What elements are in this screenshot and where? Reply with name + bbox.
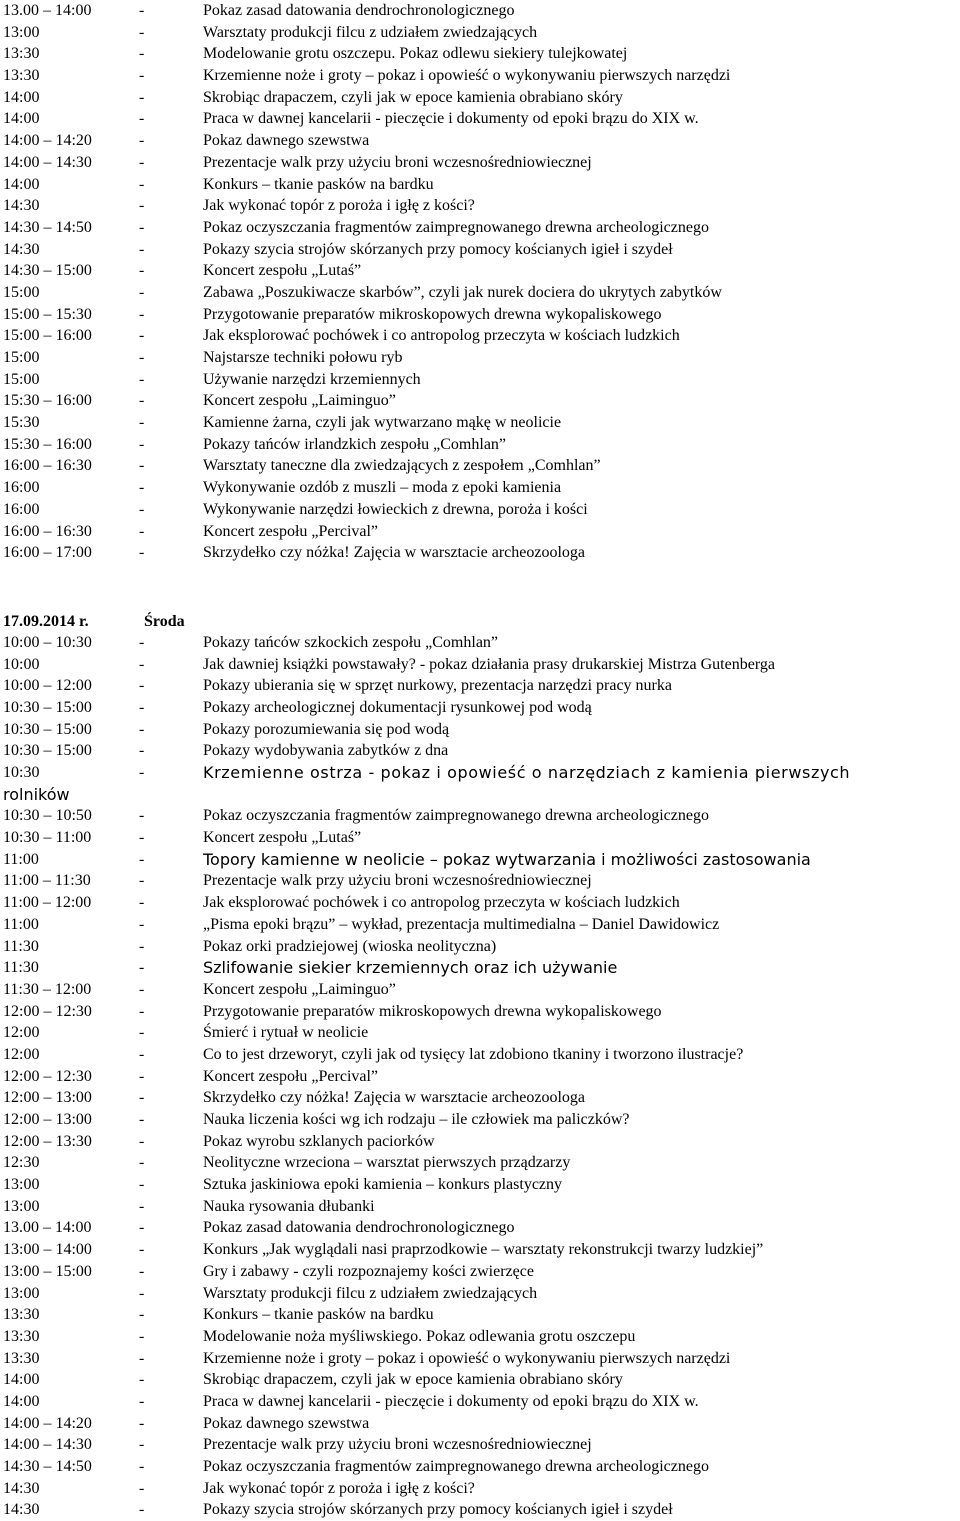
schedule-row	[3, 957, 958, 979]
row-description: Kamienne żarna, czyli jak wytwarzano mąkę w neolicie	[203, 414, 562, 432]
row-dash: -	[139, 67, 145, 85]
row-dash: -	[139, 1024, 145, 1042]
row-time: 13:00	[3, 1284, 40, 1302]
row-time: 10:30	[3, 764, 40, 781]
row-time: 14:00 – 14:20	[3, 1414, 92, 1432]
row-dash: -	[139, 392, 145, 410]
row-dash: -	[139, 479, 145, 497]
schedule-row	[3, 1283, 958, 1305]
row-time: 14:00 – 14:30	[3, 1436, 92, 1454]
schedule-row	[3, 1348, 958, 1370]
row-time: 12:00 – 13:00	[3, 1111, 92, 1128]
row-dash: -	[139, 1414, 145, 1432]
row-time: 10:00	[3, 655, 40, 673]
row-time: 13:30	[3, 67, 40, 85]
row-dash: -	[139, 414, 145, 432]
row-description: Szlifowanie siekier krzemiennych oraz ich używanie	[203, 958, 618, 978]
row-dash: -	[139, 1458, 145, 1475]
schedule-row	[3, 521, 958, 543]
row-description: Przygotowanie preparatów mikroskopowych drewna wykopaliskowego	[203, 1002, 662, 1020]
row-description: Koncert zespołu „Lutaś”	[203, 829, 362, 847]
section-gap	[3, 564, 958, 608]
schedule-row	[3, 108, 958, 130]
row-description: Koncert zespołu „Laiminguo”	[203, 980, 396, 998]
schedule-row	[3, 65, 958, 87]
schedule-row	[3, 849, 958, 871]
schedule-row	[3, 152, 958, 174]
row-description: Jak wykonać topór z poroża i igłę z kości?	[203, 197, 475, 215]
row-time: 10:30 – 15:00	[3, 698, 92, 716]
row-dash: -	[139, 45, 145, 63]
row-time: 14:30 – 15:00	[3, 262, 92, 280]
row-time: 15:00	[3, 349, 40, 366]
row-dash: -	[139, 457, 145, 475]
row-time: 13:00 – 14:00	[3, 1241, 92, 1259]
row-description: Neolityczne wrzeciona – warsztat pierwszych prządzarzy	[203, 1154, 571, 1172]
row-dash: -	[139, 915, 145, 933]
row-time: 16:00 – 16:30	[3, 522, 92, 540]
schedule-row	[3, 697, 958, 719]
row-dash: -	[139, 1132, 145, 1150]
row-time: 15:00 – 16:00	[3, 327, 92, 345]
row-description: Skrzydełko czy nóżka! Zajęcia w warsztacie archeozoologa	[203, 1089, 586, 1107]
row-time: 13:30	[3, 1306, 40, 1324]
schedule-row	[3, 1022, 958, 1044]
row-dash: -	[139, 1154, 145, 1172]
schedule-row	[3, 892, 958, 914]
row-description: Prezentacje walk przy użyciu broni wczesnośredniowiecznej	[203, 153, 592, 171]
row-time: 12:00	[3, 1024, 40, 1042]
schedule-row	[3, 260, 958, 282]
schedule-row	[3, 1326, 958, 1348]
row-description: Jak dawniej książki powstawały? - pokaz działania prasy drukarskiej Mistrza Gutenberga	[203, 655, 775, 673]
schedule-row	[3, 1434, 958, 1456]
row-time: 15:30 – 16:00	[3, 392, 92, 410]
row-dash: -	[139, 23, 145, 41]
schedule-row	[3, 304, 958, 326]
row-description: Pokaz oczyszczania fragmentów zaimpregnowanego drewna archeologicznego	[203, 807, 709, 825]
schedule-row	[3, 632, 958, 654]
row-time: 13:00	[3, 1197, 40, 1215]
row-description: Warsztaty produkcji filcu z udziałem zwiedzających	[203, 1284, 538, 1302]
schedule-row	[3, 282, 958, 304]
row-time: 12:00 – 12:30	[3, 1002, 92, 1020]
row-time: 14:30	[3, 1479, 40, 1497]
row-description: Prezentacje walk przy użyciu broni wczesnośredniowiecznej	[203, 872, 592, 890]
row-description: Modelowanie noża myśliwskiego. Pokaz odlewania grotu oszczepu	[203, 1327, 636, 1345]
schedule-row	[3, 390, 958, 412]
row-dash: -	[139, 1284, 145, 1302]
row-description: Pokaz dawnego szewstwa	[203, 132, 370, 150]
row-time: 15:00	[3, 370, 40, 388]
schedule-row	[3, 914, 958, 936]
schedule-row	[3, 1109, 958, 1131]
row-description: Koncert zespołu „Lutaś”	[203, 262, 362, 280]
row-dash: -	[139, 1327, 145, 1345]
row-time: 10:00 – 10:30	[3, 633, 92, 651]
row-dash: -	[139, 1349, 145, 1367]
row-time: 11:30	[3, 959, 39, 977]
row-dash: -	[139, 1197, 145, 1215]
row-description: Nauka liczenia kości wg ich rodzaju – ile człowiek ma paliczków?	[203, 1111, 630, 1128]
row-dash: -	[139, 1436, 145, 1454]
row-time: 15:30	[3, 414, 40, 432]
row-time: 10:30 – 15:00	[3, 720, 92, 738]
row-description: Koncert zespołu „Laiminguo”	[203, 392, 396, 410]
row-description: Koncert zespołu „Percival”	[203, 1067, 379, 1085]
row-time: 12:00 – 13:30	[3, 1132, 92, 1150]
row-description: Praca w dawnej kancelarii - pieczęcie i dokumenty od epoki brązu do XIX w.	[203, 1392, 699, 1410]
row-description: Skrzydełko czy nóżka! Zajęcia w warsztacie archeozoologa	[203, 544, 586, 562]
row-description: Jak wykonać topór z poroża i igłę z kości?	[203, 1479, 475, 1497]
row-dash: -	[139, 435, 145, 453]
schedule-row	[3, 43, 958, 65]
row-description: Gry i zabawy - czyli rozpoznajemy kości zwierzęce	[203, 1262, 534, 1280]
row-dash: -	[139, 1111, 145, 1128]
row-dash: -	[139, 327, 145, 345]
row-description: Modelowanie grotu oszczepu. Pokaz odlewu siekiery tulejkowatej	[203, 45, 628, 63]
row-dash: -	[139, 132, 145, 150]
row-description: Pokazy szycia strojów skórzanych przy pomocy kościanych igieł i szydeł	[203, 240, 673, 258]
row-dash: -	[139, 980, 145, 998]
row-dash: -	[139, 698, 145, 716]
schedule-row	[3, 762, 958, 784]
row-description: Pokazy porozumiewania się pod wodą	[203, 720, 450, 738]
schedule-row	[3, 325, 958, 347]
row-dash: -	[139, 850, 145, 868]
row-dash: -	[139, 110, 145, 128]
row-time: 16:00 – 16:30	[3, 457, 92, 475]
row-description: Śmierć i rytuał w neolicie	[203, 1024, 369, 1042]
row-dash: -	[139, 283, 145, 301]
schedule-row	[3, 455, 958, 477]
row-description: Zabawa „Poszukiwacze skarbów”, czyli jak nurek dociera do ukrytych zabytków	[203, 283, 722, 301]
row-description: Pokazy tańców irlandzkich zespołu „Comhlan”	[203, 435, 507, 453]
row-time: 15:30 – 16:00	[3, 435, 92, 453]
row-time: 13:30	[3, 45, 40, 63]
row-description: Używanie narzędzi krzemiennych	[203, 370, 421, 388]
schedule-row	[3, 1391, 958, 1413]
row-description: Koncert zespołu „Percival”	[203, 522, 379, 540]
schedule-row	[3, 195, 958, 217]
row-dash: -	[139, 829, 145, 847]
row-description: Pokaz dawnego szewstwa	[203, 1414, 370, 1432]
schedule-row	[3, 369, 958, 391]
row-description: Najstarsze techniki połowu ryb	[203, 349, 403, 366]
row-time: 14:00	[3, 110, 40, 128]
row-dash: -	[139, 305, 145, 323]
row-time: 14:00	[3, 88, 40, 106]
row-description: Pokaz wyrobu szklanych paciorków	[203, 1132, 435, 1150]
row-description: Warsztaty taneczne dla zwiedzających z zespołem „Comhlan”	[203, 457, 601, 475]
row-time: 14:00	[3, 1392, 40, 1410]
schedule-row	[3, 1044, 958, 1066]
row-time: 14:30	[3, 197, 40, 215]
row-dash: -	[139, 1241, 145, 1259]
row-time: 10:30 – 15:00	[3, 742, 92, 760]
row-description: Topory kamienne w neolicie – pokaz wytwarzania i możliwości zastosowania	[203, 849, 811, 869]
schedule-row	[3, 1152, 958, 1174]
schedule-row	[3, 1304, 958, 1326]
row-dash: -	[139, 959, 145, 977]
row-time: 16:00	[3, 479, 40, 497]
schedule-row	[3, 1087, 958, 1109]
row-description: Pokazy wydobywania zabytków z dna	[203, 742, 449, 760]
row-dash: -	[139, 1219, 145, 1237]
schedule-row	[3, 1217, 958, 1239]
row-time: 14:00	[3, 1371, 40, 1389]
row-time: 14:30 – 14:50	[3, 1458, 92, 1475]
row-dash: -	[139, 1002, 145, 1020]
row-dash: -	[139, 633, 145, 651]
row-description: Pokaz zasad datowania dendrochronologicznego	[203, 1219, 515, 1237]
row-description: Przygotowanie preparatów mikroskopowych drewna wykopaliskowego	[203, 305, 662, 323]
row-dash: -	[139, 742, 145, 760]
row-time: 10:30 – 11:00	[3, 829, 92, 847]
row-dash: -	[139, 349, 145, 366]
row-dash: -	[139, 175, 145, 193]
row-dash: -	[139, 1306, 145, 1324]
row-description: Praca w dawnej kancelarii - pieczęcie i dokumenty od epoki brązu do XIX w.	[203, 110, 699, 128]
row-dash: -	[139, 197, 145, 215]
schedule-row	[3, 477, 958, 499]
row-time: 15:00	[3, 283, 40, 301]
row-time: 11:00	[3, 850, 39, 868]
row-description: Warsztaty produkcji filcu z udziałem zwiedzających	[203, 23, 538, 41]
row-time: 11:00 – 12:00	[3, 894, 92, 912]
row-time: 13:00	[3, 1176, 40, 1194]
row-description: Jak eksplorować pochówek i co antropolog przeczyta w kościach ludzkich	[203, 894, 680, 912]
row-description: Krzemienne ostrza - pokaz i opowieść o narzędziach z kamienia pierwszych	[203, 763, 851, 782]
row-time: 11:30	[3, 937, 39, 955]
row-dash: -	[139, 764, 145, 781]
schedule-row	[3, 0, 958, 22]
row-description: Skrobiąc drapaczem, czyli jak w epoce kamienia obrabiano skóry	[203, 1371, 623, 1389]
row-description: Krzemienne noże i groty – pokaz i opowieść o wykonywaniu pierwszych narzędzi	[203, 1349, 731, 1367]
schedule-row	[3, 805, 958, 827]
row-description: Pokaz orki pradziejowej (wioska neolityczna)	[203, 937, 497, 955]
row-dash: -	[139, 240, 145, 258]
row-dash: -	[139, 1392, 145, 1410]
row-dash: -	[139, 677, 145, 695]
schedule-row	[3, 1413, 958, 1435]
row-time: 14:30	[3, 240, 40, 258]
schedule-row	[3, 1478, 958, 1500]
row-dash: -	[139, 1067, 145, 1085]
schedule-block-2	[3, 632, 958, 1521]
row-time: 13:00	[3, 23, 40, 41]
row-dash: -	[139, 522, 145, 540]
row-description: Konkurs – tkanie pasków na bardku	[203, 175, 434, 193]
row-dash: -	[139, 1371, 145, 1389]
row-dash: -	[139, 500, 145, 518]
schedule-row	[3, 870, 958, 892]
schedule-row	[3, 87, 958, 109]
schedule-row	[3, 434, 958, 456]
schedule-row	[3, 1066, 958, 1088]
day-header-date: 17.09.2014 r.	[3, 612, 89, 630]
row-description: Nauka rysowania dłubanki	[203, 1197, 375, 1215]
row-time: 14:00	[3, 175, 40, 193]
row-description: Konkurs – tkanie pasków na bardku	[203, 1306, 434, 1324]
row-dash: -	[139, 262, 145, 280]
row-description: Konkurs „Jak wyglądali nasi praprzodkowie – warsztaty rekonstrukcji twarzy ludzkiej”	[203, 1241, 764, 1259]
schedule-row	[3, 719, 958, 741]
schedule-row	[3, 1499, 958, 1521]
row-time: 16:00 – 17:00	[3, 544, 92, 562]
row-time: 10:00 – 12:00	[3, 677, 92, 695]
schedule-row	[3, 1456, 958, 1478]
row-dash: -	[139, 1045, 145, 1063]
schedule-row	[3, 1174, 958, 1196]
schedule-row	[3, 239, 958, 261]
schedule-row	[3, 979, 958, 1001]
row-time: 11:30 – 12:00	[3, 980, 92, 998]
row-time: 12:30	[3, 1154, 40, 1172]
row-dash: -	[139, 937, 145, 955]
row-time: 14:00 – 14:20	[3, 132, 92, 150]
row-description: Skrobiąc drapaczem, czyli jak w epoce kamienia obrabiano skóry	[203, 88, 623, 106]
row-description: Co to jest drzeworyt, czyli jak od tysięcy lat zdobiono tkaniny i tworzono ilustracje?	[203, 1045, 744, 1063]
row-description: Sztuka jaskiniowa epoki kamienia – konkurs plastyczny	[203, 1176, 563, 1194]
row-description: Pokazy tańców szkockich zespołu „Comhlan”	[203, 633, 499, 651]
schedule-row	[3, 347, 958, 369]
schedule-row	[3, 22, 958, 44]
row-dash: -	[139, 1501, 145, 1519]
row-description: Pokazy szycia strojów skórzanych przy pomocy kościanych igieł i szydeł	[203, 1501, 673, 1519]
row-dash: -	[139, 872, 145, 890]
row-description: Wykonywanie narzędzi łowieckich z drewna, poroża i kości	[203, 500, 588, 518]
row-time: 13.00 – 14:00	[3, 2, 92, 19]
schedule-row	[3, 130, 958, 152]
schedule-row	[3, 1261, 958, 1283]
row-time: 13:30	[3, 1349, 40, 1367]
row-time: 13:30	[3, 1327, 40, 1345]
row-dash: -	[139, 153, 145, 171]
row-description: Pokaz oczyszczania fragmentów zaimpregnowanego drewna archeologicznego	[203, 1458, 709, 1475]
schedule-row	[3, 217, 958, 239]
schedule-row	[3, 1239, 958, 1261]
schedule-row	[3, 499, 958, 521]
schedule-row	[3, 1369, 958, 1391]
row-time: 13.00 – 14:00	[3, 1219, 92, 1237]
day-header	[3, 608, 958, 632]
schedule-row	[3, 174, 958, 196]
row-time: 16:00	[3, 500, 40, 518]
row-time: 15:00 – 15:30	[3, 305, 92, 323]
row-dash: -	[139, 1089, 145, 1107]
row-time: 13:00 – 15:00	[3, 1262, 92, 1280]
row-description: Krzemienne noże i groty – pokaz i opowieść o wykonywaniu pierwszych narzędzi	[203, 67, 731, 85]
schedule-row	[3, 654, 958, 676]
schedule-block-1	[3, 0, 958, 564]
row-description: Prezentacje walk przy użyciu broni wczesnośredniowiecznej	[203, 1436, 592, 1454]
row-description: „Pisma epoki brązu” – wykład, prezentacja multimedialna – Daniel Dawidowicz	[203, 915, 720, 933]
schedule-row	[3, 1001, 958, 1023]
schedule-row	[3, 936, 958, 958]
row-dash: -	[139, 370, 145, 388]
row-time: 14:30	[3, 1501, 40, 1519]
row-time: 14:00 – 14:30	[3, 153, 92, 171]
row-dash: -	[139, 894, 145, 912]
row-description: Pokazy ubierania się w sprzęt nurkowy, prezentacja narzędzi pracy nurka	[203, 677, 672, 695]
row-time: 14:30 – 14:50	[3, 218, 92, 236]
row-time: 11:00 – 11:30	[3, 872, 91, 890]
row-time: 12:00	[3, 1045, 40, 1063]
row-dash: -	[139, 1479, 145, 1497]
schedule-row	[3, 675, 958, 697]
row-dash: -	[139, 720, 145, 738]
row-description: Wykonywanie ozdób z muszli – moda z epoki kamienia	[203, 479, 562, 497]
row-dash: -	[139, 655, 145, 673]
row-dash: -	[139, 2, 145, 19]
row-dash: -	[139, 1176, 145, 1194]
day-header-day: Środa	[144, 612, 185, 630]
schedule-row	[3, 740, 958, 762]
row-dash: -	[139, 544, 145, 562]
schedule-document	[3, 0, 958, 1521]
row-dash: -	[139, 807, 145, 825]
row-time: 12:00 – 12:30	[3, 1067, 92, 1085]
row-description: Jak eksplorować pochówek i co antropolog przeczyta w kościach ludzkich	[203, 327, 680, 345]
schedule-row	[3, 412, 958, 434]
row-description: Pokaz zasad datowania dendrochronologicznego	[203, 2, 515, 19]
schedule-row	[3, 542, 958, 564]
row-time: 11:00	[3, 915, 39, 933]
row-description: Pokazy archeologicznej dokumentacji rysunkowej pod wodą	[203, 698, 592, 716]
row-dash: -	[139, 218, 145, 236]
schedule-row	[3, 1131, 958, 1153]
row-description-continuation: rolników	[3, 784, 70, 804]
row-dash: -	[139, 88, 145, 106]
row-description: Pokaz oczyszczania fragmentów zaimpregnowanego drewna archeologicznego	[203, 218, 709, 236]
row-dash: -	[139, 1262, 145, 1280]
schedule-row	[3, 1196, 958, 1218]
schedule-row	[3, 827, 958, 849]
row-time: 10:30 – 10:50	[3, 807, 92, 825]
row-time: 12:00 – 13:00	[3, 1089, 92, 1107]
